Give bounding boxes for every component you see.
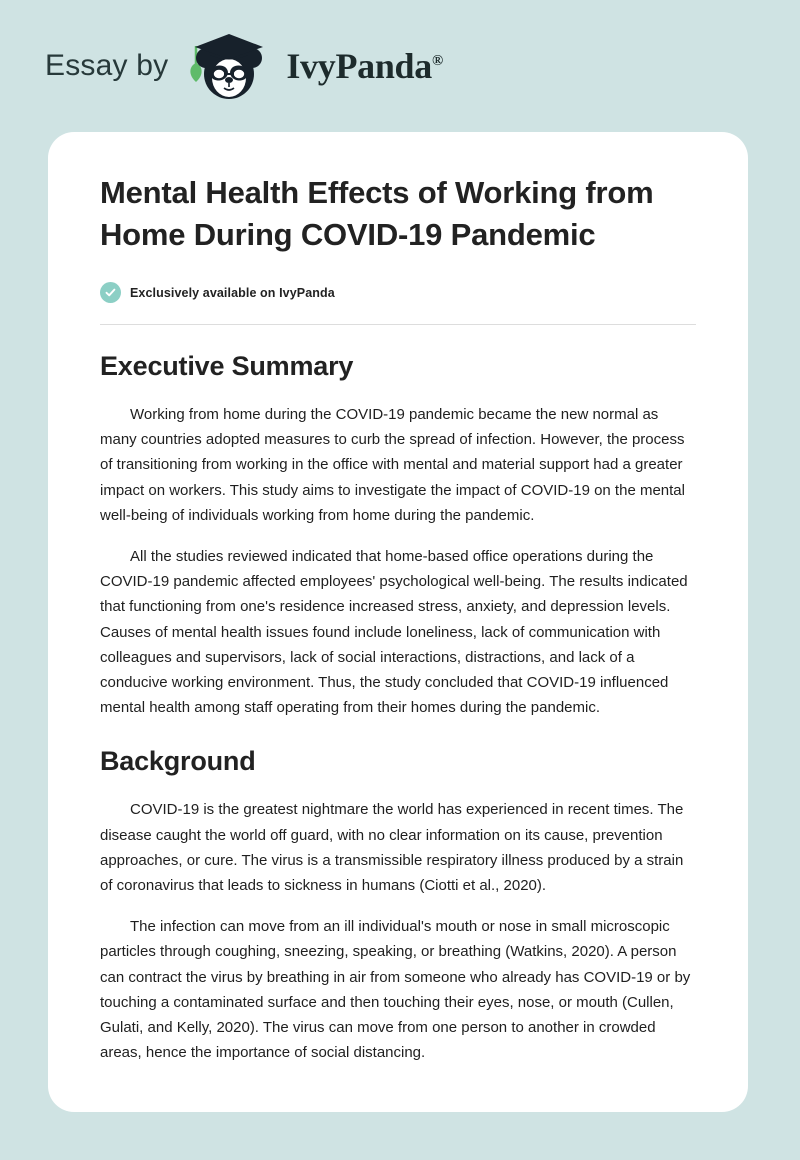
page-title: Mental Health Effects of Working from Home During COVID-19 Pandemic [100,175,654,252]
brand-header [0,0,800,132]
paragraph: All the studies reviewed indicated that home-based office operations during the COVID-19 pandemic affected employees' psychological well-being. The results indicated that functioning from one's residence increased stress, anxiety, and depression levels. Causes of mental health issues found include loneliness, lack of communication with colleagues and supervisors, lack of social interactions, distractions, and lack of a conducive working environment. Thus, the study concluded that COVID-19 influenced mental health among staff operating from their homes during the pandemic. [100,548,688,717]
section-heading-background: Background [100,746,256,777]
essay-by-label: Essay by [45,49,169,82]
section-heading-executive-summary: Executive Summary [100,351,354,381]
ivypanda-wordmark [286,48,443,84]
brand-lockup[interactable] [45,30,443,102]
essay-paper-card [48,132,748,1112]
paragraph: Working from home during the COVID-19 pandemic became the new normal as many countries adopted measures to curb the spread of infection. However, the process of transitioning from working in the office with mental and material support had a greater impact on workers. This study aims to investigate the impact of COVID-19 on the mental well-being of individuals working from home during the pandemic. [100,406,685,524]
paragraph: COVID-19 is the greatest nightmare the world has experienced in recent times. The disease caught the world off guard, with no clear information on its cause, prevention approaches, or cure. The virus is a transmissible respiratory illness produced by a strain of coronavirus that leads to sickness in humans (Ciotti et al., 2020). [100,801,684,895]
check-circle-icon [100,282,121,303]
header-divider [100,324,696,325]
panda-graduate-logo-icon [182,30,278,102]
ivypanda-name: IvyPanda [286,46,432,86]
paragraph: The infection can move from an ill individual's mouth or nose in small microscopic particles through coughing, sneezing, speaking, or breathing (Watkins, 2020). A person can contract the virus by breathing in air from someone who already has COVID-19 or by touching a contaminated surface and then touching their eyes, nose, or mouth (Cullen, Gulati, and Kelly, 2020). The virus can move from one person to another in crowded areas, hence the importance of social distancing. [100,918,691,1062]
exclusive-availability-label: Exclusively available on IvyPanda [130,285,335,300]
registered-trademark-mark: ® [431,53,443,69]
exclusive-availability-badge [100,282,696,303]
